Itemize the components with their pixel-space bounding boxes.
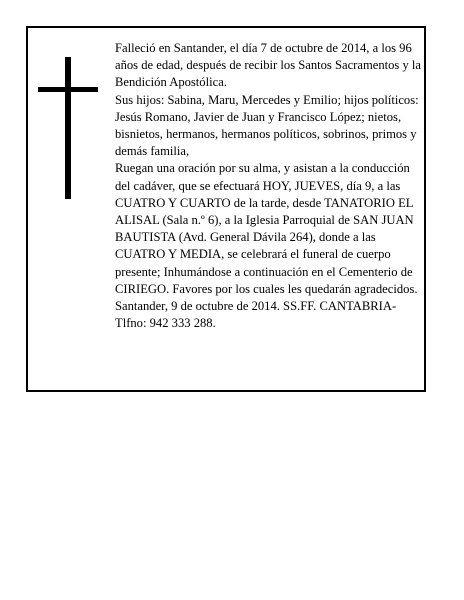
- obituary-notice: [26, 26, 426, 392]
- cross-horizontal-bar: [38, 87, 98, 92]
- place-date-contact: Santander, 9 de octubre de 2014. SS.FF. CANTABRIA- Tlfno: 942 333 288.: [115, 299, 397, 331]
- funeral-details: Ruegan una oración por su alma, y asistan a la conducción del cadáver, que se efectuará HOY, JUEVES, día 9, a las CUATRO Y CUARTO de la tarde, desde TANATORIO EL ALISAL (Sala n.º 6), a la Iglesia Parroquial de SAN JUAN BAUTISTA (Avd. General Dávila 264), donde a las CUATRO Y MEDIA, se celebrará el funeral de cuerpo presente; Inhumándose a continuación en el Cementerio de CIRIEGO. Favores por los cuales les quedarán agradecidos.: [115, 161, 418, 296]
- death-announcement: Falleció en Santander, el día 7 de octubre de 2014, a los 96 años de edad, después de recibir los Santos Sacramentos y la Bendición Apostólica.: [115, 41, 422, 90]
- notice-text: [115, 40, 425, 332]
- family-list: Sus hijos: Sabina, Maru, Mercedes y Emilio; hijos políticos: Jesús Romano, Javier de Juan y Francisco López; nietos, bisnietos, hermanos, hermanos políticos, sobrinos, primos y demás familia,: [115, 92, 419, 159]
- cross-vertical-bar: [65, 57, 71, 199]
- cross-icon: [38, 57, 98, 199]
